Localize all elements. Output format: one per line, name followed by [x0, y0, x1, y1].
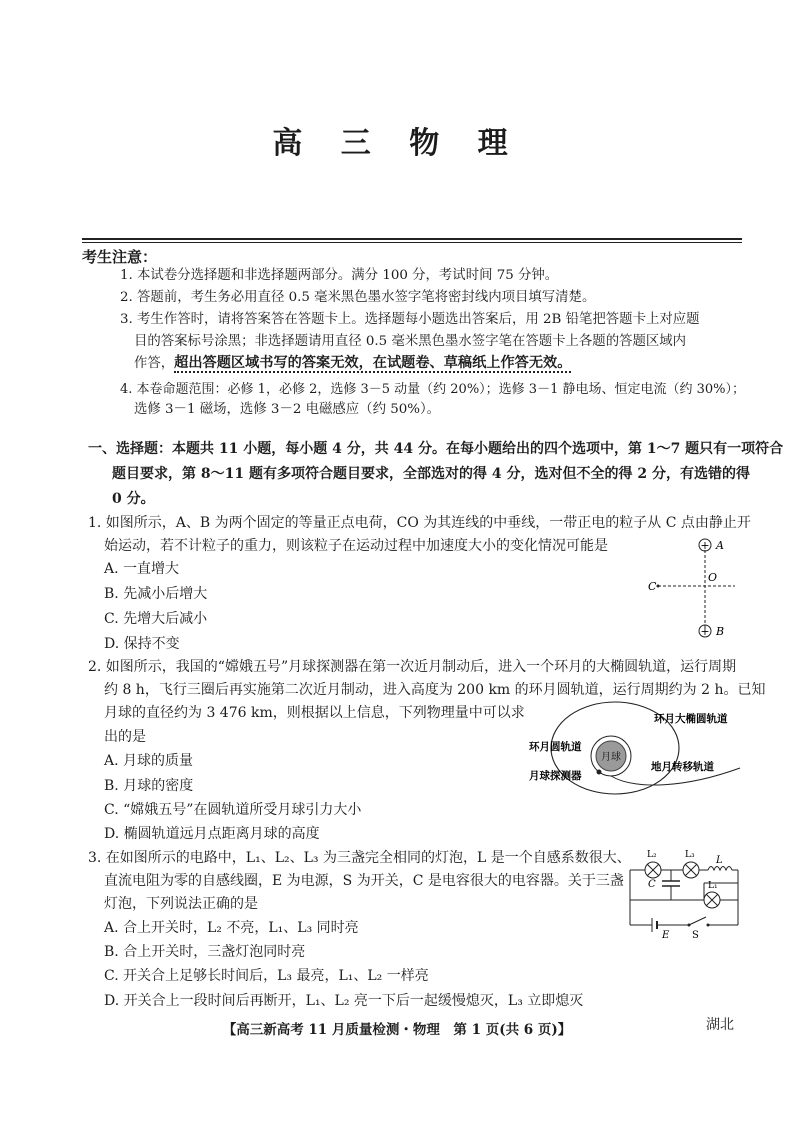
q1-option-d: D. 保持不变: [104, 636, 180, 652]
q2-option-b: B. 月球的密度: [104, 778, 194, 794]
q3-option-a: A. 合上开关时，L₂ 不亮，L₁、L₃ 同时亮: [104, 920, 359, 936]
q3-stem-3: 灯泡，下列说法正确的是: [104, 896, 258, 912]
q2-probe-dot: [597, 770, 602, 775]
q3-option-b: B. 合上开关时，三盏灯泡同时亮: [104, 944, 306, 960]
q1-label-a: A: [716, 539, 724, 552]
header-rule: [82, 238, 742, 240]
q3-inductor: [708, 867, 732, 871]
q3-stem-2: 直流电阻为零的自感线圈，E 为电源，S 为开关，C 是电容很大的电容器。关于三盏: [104, 873, 624, 889]
page-title: 高 三 物 理: [272, 126, 522, 161]
notice-item-3-end: [134, 353, 571, 374]
q1-plus-a: +: [700, 539, 710, 552]
notice-item-4: 4. 本卷命题范围：必修 1，必修 2，选修 3－5 动量（约 20%）；选修 3－1 静电场、恒定电流（约 30%）；: [120, 382, 746, 397]
q1-option-b: B. 先减小后增大: [104, 586, 208, 602]
section-1-line-3: 0 分。: [112, 491, 155, 507]
q2-circle-label: 环月圆轨道: [529, 741, 582, 753]
q3-label-s: S: [692, 930, 699, 940]
section-1-line-2: 题目要求，第 8～11 题有多项符合题目要求，全部选对的得 4 分，选对但不全的得 2 分，有选错的得: [112, 466, 750, 482]
section-1-line-1: 一、选择题：本题共 11 小题，每小题 4 分，共 44 分。在每小题给出的四个选项中，第 1～7 题只有一项符合: [88, 441, 784, 457]
notice-item-1: 1. 本试卷分选择题和非选择题两部分。满分 100 分，考试时间 75 分钟。: [120, 268, 559, 283]
notice-item-4-cont: 选修 3－1 磁场，选修 3－2 电磁感应（约 50%）。: [134, 402, 441, 417]
q3-label-l1: L₁: [708, 881, 718, 891]
notice-item-3: 3. 考生作答时，请将答案答在答题卡上。选择题每小题选出答案后，用 2B 铅笔把答题卡上对应题: [120, 312, 700, 327]
q1-label-c: C: [648, 580, 657, 593]
notice-heading: 考生注意：: [82, 248, 158, 266]
q2-ellipse-label: 环月大椭圆轨道: [654, 713, 728, 725]
q2-stem-3: 月球的直径约为 3 476 km，则根据以上信息，下列物理量中可以求: [104, 705, 525, 721]
q1-label-b: B: [716, 625, 725, 638]
q1-option-c: C. 先增大后减小: [104, 611, 208, 627]
notice-item-3-cont: 目的答案标号涂黑；非选择题请用直径 0.5 毫米黑色墨水签字笔在答题卡上各题的答题区域内: [134, 334, 687, 349]
q2-probe-label: 月球探测器: [529, 770, 582, 782]
notice-warning: 超出答题区域书写的答案无效，在试题卷、草稿纸上作答无效。: [174, 355, 572, 371]
q1-stem-2: 始运动，若不计粒子的重力，则该粒子在运动过程中加速度大小的变化情况可能是: [104, 538, 608, 554]
q1-label-o: O: [708, 571, 718, 584]
q3-option-d: D. 开关合上一段时间后再断开，L₁、L₂ 亮一下后一起缓慢熄灭，L₃ 立即熄灭: [104, 993, 584, 1009]
q2-option-c: C. “嫦娥五号”在圆轨道所受月球引力大小: [104, 802, 362, 818]
q3-label-c: C: [648, 879, 656, 890]
q1-point-c: [657, 585, 660, 588]
q3-label-l: L: [716, 855, 723, 866]
page-footer: 【高三新高考 11 月质量检测・物理 第 1 页(共 6 页)】: [222, 1022, 572, 1038]
q1-charge-figure: [640, 535, 740, 645]
q3-label-l3: L₃: [685, 850, 695, 860]
q3-label-l2: L₂: [647, 850, 657, 860]
header-rule-thin: [82, 242, 742, 243]
q2-orbit-figure: [525, 698, 750, 798]
q2-stem-2: 约 8 h，飞行三圈后再实施第二次近月制动，进入高度为 200 km 的环月圆轨道，运行周期约为 2 h。已知: [104, 682, 766, 698]
q3-switch-lever: [689, 917, 706, 925]
q2-moon-label: 月球: [601, 752, 621, 763]
q1-plus-b: +: [700, 625, 710, 638]
q1-stem-1: 1. 如图所示，A、B 为两个固定的等量正点电荷，CO 为其连线的中垂线，一带正电的粒子从 C 点由静止开: [88, 515, 751, 531]
q1-option-a: A. 一直增大: [104, 561, 180, 577]
q2-stem-1: 2. 如图所示，我国的“嫦娥五号”月球探测器在第一次近月制动后，进入一个环月的大椭圆轨道，运行周期: [88, 659, 737, 675]
q3-label-e: E: [662, 930, 670, 940]
q3-circuit-figure: [620, 845, 745, 940]
q2-transfer-label: 地月转移轨道: [651, 761, 714, 773]
q3-option-c: C. 开关合上足够长时间后，L₃ 最亮，L₁、L₂ 一样亮: [104, 968, 429, 984]
region-label: 湖北: [706, 1017, 734, 1033]
q3-stem-1: 3. 在如图所示的电路中，L₁、L₂、L₃ 为三盏完全相同的灯泡，L 是一个自感系数很大、: [88, 850, 631, 866]
q2-stem-4: 出的是: [104, 729, 146, 745]
notice-item-3-prefix: 作答，: [134, 356, 175, 371]
q2-option-d: D. 椭圆轨道远月点距离月球的高度: [104, 826, 320, 842]
q2-option-a: A. 月球的质量: [104, 753, 194, 769]
notice-item-2: 2. 答题前，考生务必用直径 0.5 毫米黑色墨水签字笔将密封线内项目填写清楚。: [120, 290, 596, 305]
